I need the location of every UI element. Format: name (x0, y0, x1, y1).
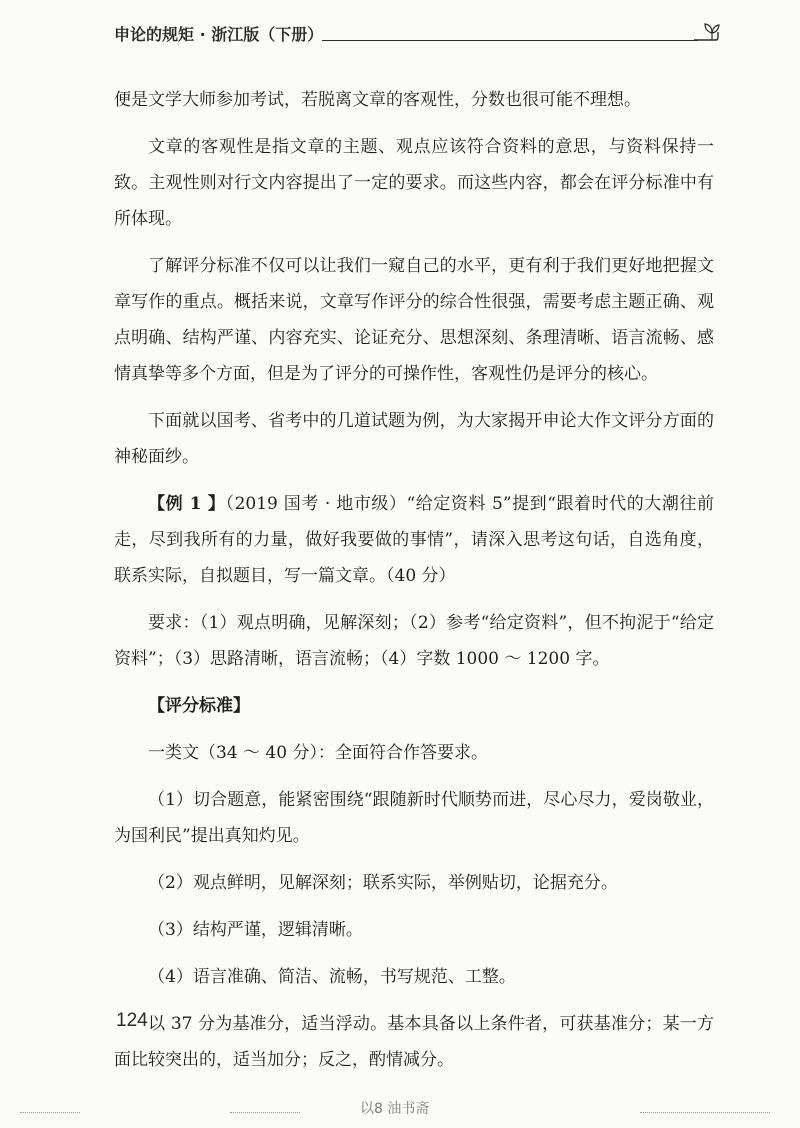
sprout-icon (692, 20, 720, 46)
footer-scan-edge-left (20, 1112, 80, 1113)
grading-item: （3）结构严谨，逻辑清晰。 (148, 920, 363, 940)
paragraph-objectivity: 文章的客观性是指文章的主题、观点应该符合资料的意思，与资料保持一致。主观性则对行文内容提出了一定的要求。而这些内容，都会在评分标准中有所体现。 (114, 137, 714, 229)
grading-item: （1）切合题意，能紧密围绕“跟随新时代顺势而进，尽心尽力，爱岗敬业，为国利民”提出真知灼见。 (114, 790, 714, 846)
grading-baseline: 以 37 分为基准分，适当浮动。基本具备以上条件者，可获基准分；某一方面比较突出的，适当加分；反之，酌情减分。 (114, 1014, 714, 1070)
requirements: 要求：（1）观点明确，见解深刻；（2）参考“给定资料”，但不拘泥于“给定资料”；（3）思路清晰，语言流畅；（4）字数 1000 ～ 1200 字。 (114, 613, 715, 669)
example-text: （2019 国考 · 地市级）“给定资料 5”提到“跟着时代的大潮往前走，尽到我所有的力量，做好我要做的事情”，请深入思考这句话，自选角度，联系实际，自拟题目，写一篇文章。（40 分） (114, 494, 714, 586)
running-header (114, 20, 714, 46)
grading-first-class: 一类文（34 ～ 40 分）：全面符合作答要求。 (148, 743, 488, 763)
grading-heading: 【评分标准】 (148, 696, 250, 716)
grading-item: （4）语言准确、简洁、流畅，书写规范、工整。 (148, 967, 516, 987)
example-label: 【例 1 】 (148, 494, 226, 514)
footer-scribble: 以8 油书斋 (360, 1101, 430, 1117)
paragraph-introduction: 下面就以国考、省考中的几道试题为例，为大家揭开申论大作文评分方面的神秘面纱。 (114, 411, 714, 467)
page-body (114, 82, 714, 1089)
footer-scan-edge-middle (230, 1112, 300, 1113)
page-number: 124 (116, 1010, 148, 1031)
paragraph-grading-importance: 了解评分标准不仅可以让我们一窥自己的水平，更有利于我们更好地把握文章写作的重点。概括来说，文章写作评分的综合性很强，需要考虑主题正确、观点明确、结构严谨、内容充实、论证充分、思想深刻、条理清晰、语言流畅、感情真挚等多个方面，但是为了评分的可操作性，客观性仍是评分的核心。 (114, 256, 714, 384)
paragraph-continuation: 便是文学大师参加考试，若脱离文章的客观性，分数也很可能不理想。 (114, 90, 641, 110)
grading-item: （2）观点鲜明，见解深刻；联系实际，举例贴切，论据充分。 (148, 873, 618, 893)
running-header-title: 申论的规矩 · 浙江版（下册） (114, 25, 324, 44)
footer-scan-edge-right (640, 1112, 770, 1113)
header-rule (322, 40, 698, 41)
example-question (114, 486, 714, 594)
